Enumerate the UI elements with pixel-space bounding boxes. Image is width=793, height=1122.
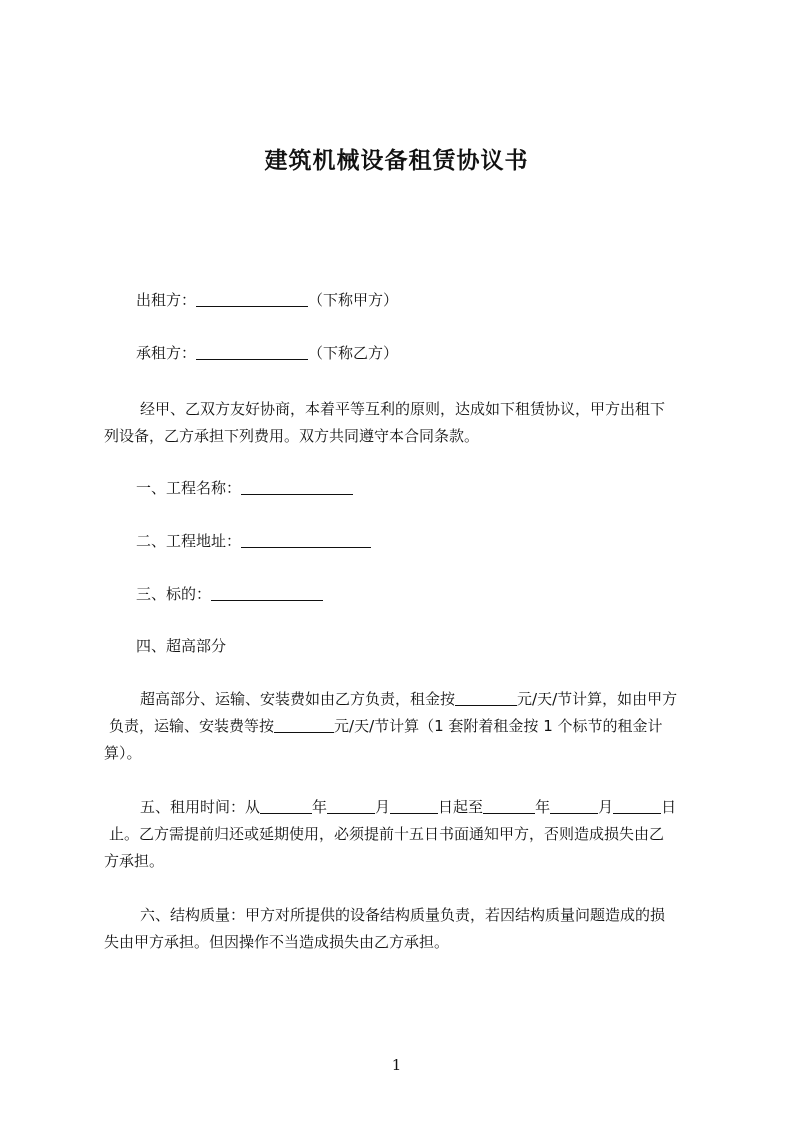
lessee-suffix: （下称乙方） <box>308 344 399 362</box>
lessee-line <box>136 341 746 366</box>
item-project-address <box>136 529 746 554</box>
intro-line: 列设备，乙方承担下列费用。双方共同遵守本合同条款。 <box>104 427 480 445</box>
lessor-suffix: （下称甲方） <box>308 291 399 309</box>
subject-blank <box>211 584 323 601</box>
clause5-line-3: 方承担。 <box>104 852 165 870</box>
page-number: 1 <box>391 1056 402 1074</box>
lessee-blank <box>196 343 308 360</box>
intro-paragraph <box>104 396 714 450</box>
document-title: 建筑机械设备租赁协议书 <box>264 148 529 174</box>
clause6-line-1: 六、结构质量：甲方对所提供的设备结构质量负责，若因结构质量问题造成的损 <box>140 906 666 924</box>
intro-line: 经甲、乙双方友好协商，本着平等互利的原则，达成如下租赁协议，甲方出租下 <box>140 400 666 418</box>
lessor-label: 出租方： <box>136 291 197 309</box>
lessor-blank <box>196 290 308 307</box>
clause6-line-2: 失由甲方承担。但因操作不当造成损失由乙方承担。 <box>104 933 450 951</box>
clause-rental-period <box>104 794 714 875</box>
project-name-label: 一、工程名称： <box>136 479 242 497</box>
project-address-label: 二、工程地址： <box>136 532 242 550</box>
clause-structural-quality <box>104 902 714 956</box>
clause-super-height <box>104 686 714 767</box>
lessor-line <box>136 288 746 313</box>
item-subject <box>136 582 746 607</box>
subject-label: 三、标的： <box>136 585 212 603</box>
project-name-blank <box>241 478 353 495</box>
lessee-label: 承租方： <box>136 344 197 362</box>
clause4-line-2: 负责，运输、安装费等按 元/天/节计算（1 套附着租金按 1 个标节的租金计 <box>109 717 663 735</box>
super-height-heading: 四、超高部分 <box>136 637 227 655</box>
clause5-line-2: 止。乙方需提前归还或延期使用，必须提前十五日书面通知甲方，否则造成损失由乙 <box>109 825 665 843</box>
clause4-line-1: 超高部分、运输、安装费如由乙方负责，租金按 元/天/节计算，如由甲方 <box>140 690 678 708</box>
item-super-height-heading <box>136 634 746 659</box>
clause4-line-3: 算）。 <box>104 744 142 762</box>
project-address-blank <box>241 531 371 548</box>
clause5-line-1: 五、租用时间：从 年 月 日起至 年 月 日 <box>140 798 677 816</box>
item-project-name <box>136 476 746 501</box>
